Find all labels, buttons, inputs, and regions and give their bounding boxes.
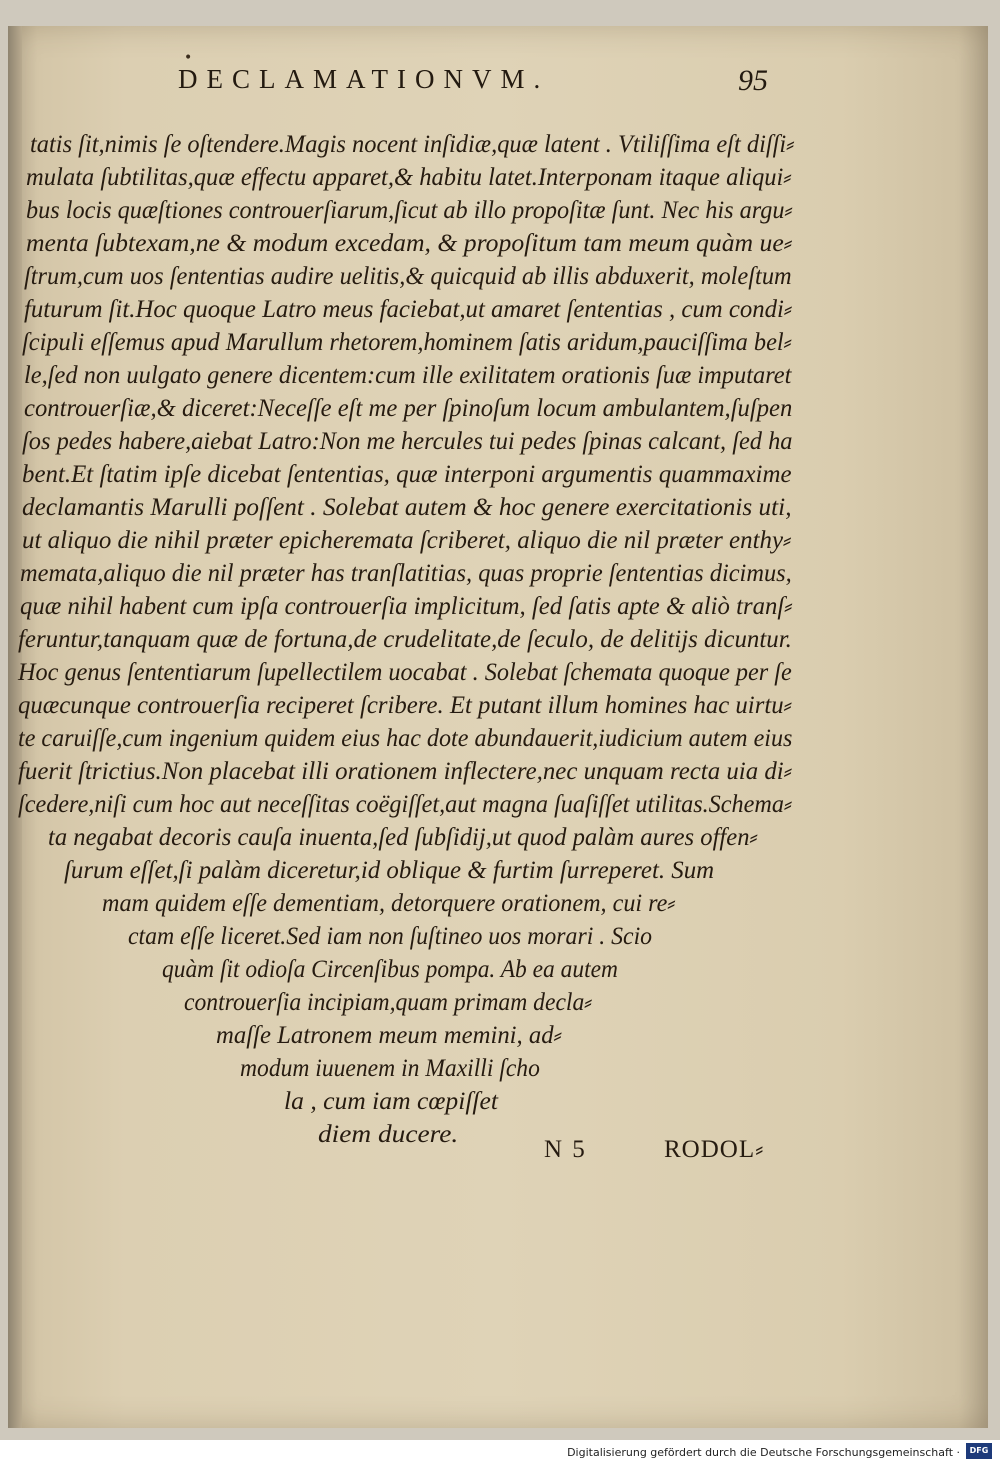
- text-line: le,ſed non uulgato genere dicentem:cum ille exilitatem orationis ſuæ imputaret: [24, 362, 792, 389]
- text-line: memata,aliquo die nil præter has tranſlatitias, quas proprie ſententias dicimus,: [20, 560, 792, 587]
- text-line: diem ducere.: [318, 1121, 459, 1148]
- text-line: ſcipuli eſſemus apud Marullum rhetorem,hominem ſatis aridum,pauciſſima bel⸗: [22, 329, 792, 356]
- text-line: la , cum iam cœpiſſet: [284, 1088, 499, 1115]
- text-line: modum iuuenem in Maxilli ſcho: [240, 1055, 540, 1082]
- page-number: 95: [738, 64, 768, 97]
- text-line: ſtrum,cum uos ſententias audire uelitis,& quicquid ab illis abduxerit, moleſtum: [24, 263, 792, 290]
- text-line: declamantis Marulli poſſent . Solebat autem & hoc genere exercitationis uti,: [22, 494, 792, 521]
- text-line: te caruiſſe,cum ingenium quidem eius hac dote abundauerit,iudicium autem eius: [18, 725, 793, 752]
- text-line: ſos pedes habere,aiebat Latro:Non me hercules tui pedes ſpinas calcant, ſed ha: [22, 428, 793, 455]
- text-line: bus locis quæſtiones controuerſiarum,ſicut ab illo propoſitæ ſunt. Nec his argu⸗: [26, 197, 793, 224]
- text-line: futurum ſit.Hoc quoque Latro meus faciebat,ut amaret ſententias , cum condi⸗: [24, 296, 793, 323]
- running-head: DECLAMATIONVM.: [178, 64, 550, 94]
- catchword: RODOL⸗: [664, 1136, 765, 1163]
- text-line: quæcunque controuerſia reciperet ſcribere. Et putant illum homines hac uirtu⸗: [18, 692, 792, 719]
- funding-credit: Digitalisierung gefördert durch die Deutsche Forschungsgemeinschaft ·: [567, 1446, 960, 1459]
- text-line: mulata ſubtilitas,quæ effectu apparet,& habitu latet.Interponam itaque aliqui⸗: [26, 164, 792, 191]
- text-line: bent.Et ſtatim ipſe dicebat ſententias, quæ interponi argumentis quammaxime: [22, 461, 792, 488]
- signature-mark: N 5: [544, 1136, 587, 1163]
- text-line: fuerit ſtrictius.Non placebat illi orationem inflectere,nec unquam recta uia di⸗: [18, 758, 793, 785]
- text-line: maſſe Latronem meum memini, ad⸗: [216, 1022, 562, 1049]
- text-line: ctam eſſe liceret.Sed iam non ſuſtineo uos morari . Scio: [128, 923, 653, 950]
- text-line: quàm ſit odioſa Circenſibus pompa. Ab ea autem: [162, 956, 618, 983]
- text-line: Hoc genus ſententiarum ſupellectilem uocabat . Solebat ſchemata quoque per ſe: [18, 659, 792, 686]
- dfg-logo: DFG: [966, 1443, 992, 1459]
- text-line: tatis ſit,nimis ſe oſtendere.Magis nocent inſidiæ,quæ latent . Vtiliſſima eſt diſſi⸗: [30, 131, 795, 158]
- header-ornament: •: [184, 50, 193, 66]
- text-line: controuerſiæ,& diceret:Neceſſe eſt me per ſpinoſum locum ambulantem,ſuſpen: [24, 395, 793, 422]
- text-line: ſcedere,niſi cum hoc aut neceſſitas coëgiſſet,aut magna ſuaſiſſet utilitas.Schema⸗: [18, 791, 793, 818]
- text-line: feruntur,tanquam quæ de fortuna,de crudelitate,de ſeculo, de delitijs dicuntur.: [18, 626, 792, 653]
- text-line: ſurum eſſet,ſi palàm diceretur,id oblique & furtim ſurreperet. Sum: [64, 857, 715, 884]
- text-line: mam quidem eſſe dementiam, detorquere orationem, cui re⸗: [102, 890, 676, 917]
- text-line: menta ſubtexam,ne & modum excedam, & propoſitum tam meum quàm ue⸗: [26, 230, 793, 257]
- text-line: ut aliquo die nihil præter epicheremata ſcriberet, aliquo die nil præter enthy⸗: [22, 527, 792, 554]
- text-line: controuerſia incipiam,quam primam decla⸗: [184, 989, 593, 1016]
- text-line: ta negabat decoris cauſa inuenta,ſed ſubſidij,ut quod palàm aures offen⸗: [48, 824, 758, 851]
- text-line: quæ nihil habent cum ipſa controuerſia implicitum, ſed ſatis apte & aliò tranſ⸗: [20, 593, 793, 620]
